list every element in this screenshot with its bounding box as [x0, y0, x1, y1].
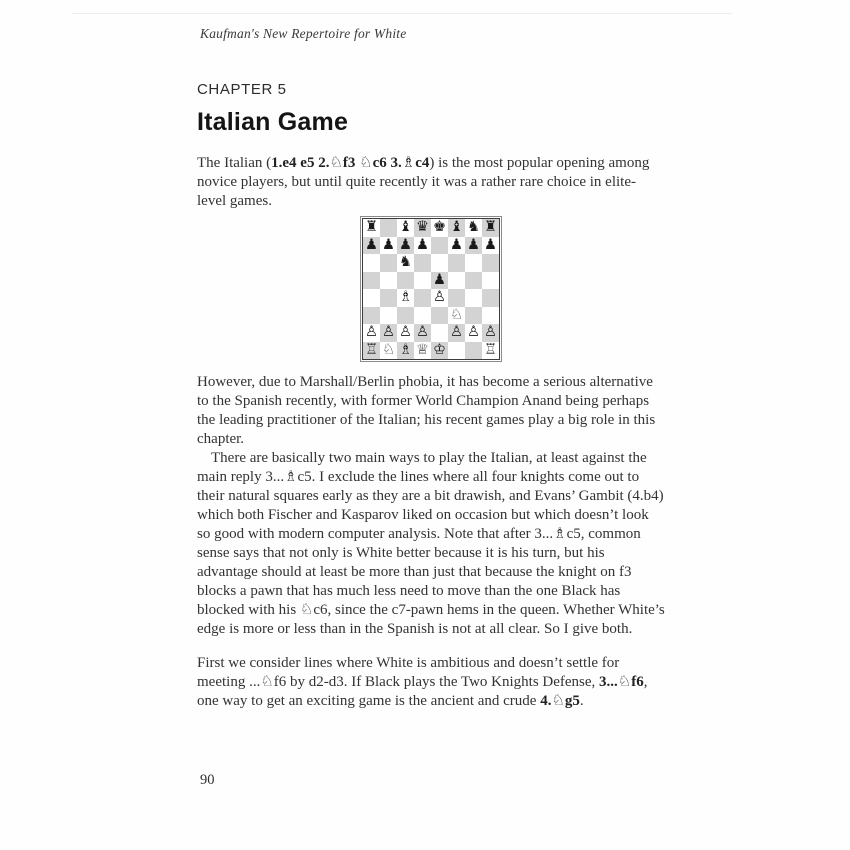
- board-square: [397, 307, 414, 325]
- board-square: [414, 307, 431, 325]
- board-square: [482, 254, 499, 272]
- chess-piece-square: ♟: [467, 236, 480, 253]
- chess-piece-square: ♝: [450, 219, 463, 235]
- body-text: The Italian (: [197, 155, 272, 171]
- body-text: There are basically two main ways to play the Italian, at least against the main reply 3...♗c5. I exclude the lines where all four knights come out to their natural squares early as they are a bit drawish, and Evans’ Gambit (4.b4) which both Fischer and Kasparov liked on occasion but which doesn’t look so good with modern computer analysis. Note that after 3...♗c5, common sense says that not only is White better because it is his turn, but his advantage should at least be more than just that because the knight on f3 blocks a pawn that has much less need to move than the one Black has blocked with his ♘c6, since the c7-pawn hems in the queen. Whether White’s edge is more or less than in the Spanish is not at all clear. So I give both.: [197, 450, 665, 637]
- board-square: [414, 272, 431, 290]
- running-header: Kaufman's New Repertoire for White: [200, 26, 407, 41]
- chapter-kicker: CHAPTER 5: [197, 81, 287, 98]
- board-square: [482, 307, 499, 325]
- board-square: [465, 342, 482, 360]
- chess-board: [362, 218, 500, 360]
- page-content: [197, 81, 665, 711]
- chess-piece-square: ♙: [467, 324, 480, 340]
- chess-piece-square: ♔: [433, 341, 446, 358]
- chess-piece-square: ♟: [450, 236, 463, 253]
- chess-piece-square: ♗: [399, 289, 412, 305]
- chess-piece-square: ♙: [382, 324, 395, 340]
- chess-piece-square: ♙: [399, 324, 412, 340]
- board-square: [380, 219, 397, 237]
- page-top-edge-line: [72, 13, 732, 14]
- board-square: [414, 254, 431, 272]
- board-square: [465, 289, 482, 307]
- chess-piece-square: ♛: [416, 219, 429, 235]
- chess-piece-square: ♘: [450, 306, 463, 323]
- board-square: [431, 237, 448, 255]
- chess-piece-square: ♘: [382, 341, 395, 358]
- board-square: [465, 254, 482, 272]
- body-paragraph: [197, 373, 665, 449]
- chess-diagram: [197, 218, 665, 360]
- chess-piece-square: ♙: [484, 324, 497, 340]
- body-text: First we consider lines where White is ambitious and doesn’t settle for meeting ...♘f6 by d2-d3. If Black plays the Two Knights Defense,: [197, 655, 620, 690]
- body-text: .: [579, 693, 584, 709]
- board-square: [448, 289, 465, 307]
- board-square: [380, 289, 397, 307]
- board-square: [448, 342, 465, 360]
- chess-piece-square: ♕: [416, 341, 429, 358]
- page-number: 90: [200, 772, 215, 788]
- body-text: , one way to get an exciting game is the ancient and crude: [197, 674, 648, 709]
- board-square: [431, 254, 448, 272]
- chess-piece-square: ♟: [433, 271, 446, 288]
- chapter-title: Italian Game: [197, 108, 349, 136]
- chess-piece-square: ♟: [365, 236, 378, 253]
- chess-piece-square: ♟: [484, 236, 497, 253]
- board-square: [482, 272, 499, 290]
- chess-piece-square: ♖: [484, 341, 497, 358]
- body-paragraph: [197, 654, 665, 711]
- chess-piece-square: ♜: [365, 219, 378, 235]
- chess-piece-square: ♜: [484, 219, 497, 235]
- chess-piece-square: ♙: [433, 289, 446, 305]
- body-paragraph: [197, 154, 665, 211]
- body-text: However, due to Marshall/Berlin phobia, it has become a serious alternative to the Spanish recently, with former World Champion Anand being perhaps the leading practitioner of the Italian; his recent games play a big role in this chapter.: [197, 374, 656, 447]
- body-text: ) is the most popular opening among novice players, but until quite recently it was a rather rare choice in elite-level games.: [197, 155, 650, 209]
- bold-move-text: 3...♘f6: [599, 674, 644, 690]
- board-square: [380, 307, 397, 325]
- board-square: [414, 289, 431, 307]
- board-square: [363, 289, 380, 307]
- chess-piece-square: ♟: [382, 236, 395, 253]
- board-square: [380, 272, 397, 290]
- chess-piece-square: ♙: [416, 324, 429, 340]
- board-square: [448, 272, 465, 290]
- board-square: [431, 307, 448, 325]
- chess-piece-square: ♖: [365, 341, 378, 358]
- chess-piece-square: ♝: [399, 219, 412, 235]
- chess-piece-square: ♙: [450, 324, 463, 340]
- chess-piece-square: ♞: [467, 219, 480, 235]
- chess-piece-square: ♚: [433, 219, 446, 235]
- bold-move-text: 1.e4 e5 2.♘f3 ♘c6 3.♗c4: [271, 155, 430, 171]
- chess-piece-square: ♞: [399, 254, 412, 270]
- board-square: [363, 307, 380, 325]
- board-square: [465, 272, 482, 290]
- board-square: [448, 254, 465, 272]
- chess-piece-square: ♗: [399, 341, 412, 358]
- board-square: [465, 307, 482, 325]
- chess-piece-square: ♙: [365, 324, 378, 340]
- body-paragraph: [197, 449, 665, 639]
- board-square: [397, 272, 414, 290]
- board-square: [380, 254, 397, 272]
- board-square: [363, 254, 380, 272]
- board-square: [363, 272, 380, 290]
- bold-move-text: 4.♘g5: [540, 693, 580, 709]
- board-square: [482, 289, 499, 307]
- chess-piece-square: ♟: [416, 236, 429, 253]
- chess-piece-square: ♟: [399, 236, 412, 253]
- board-square: [431, 324, 448, 342]
